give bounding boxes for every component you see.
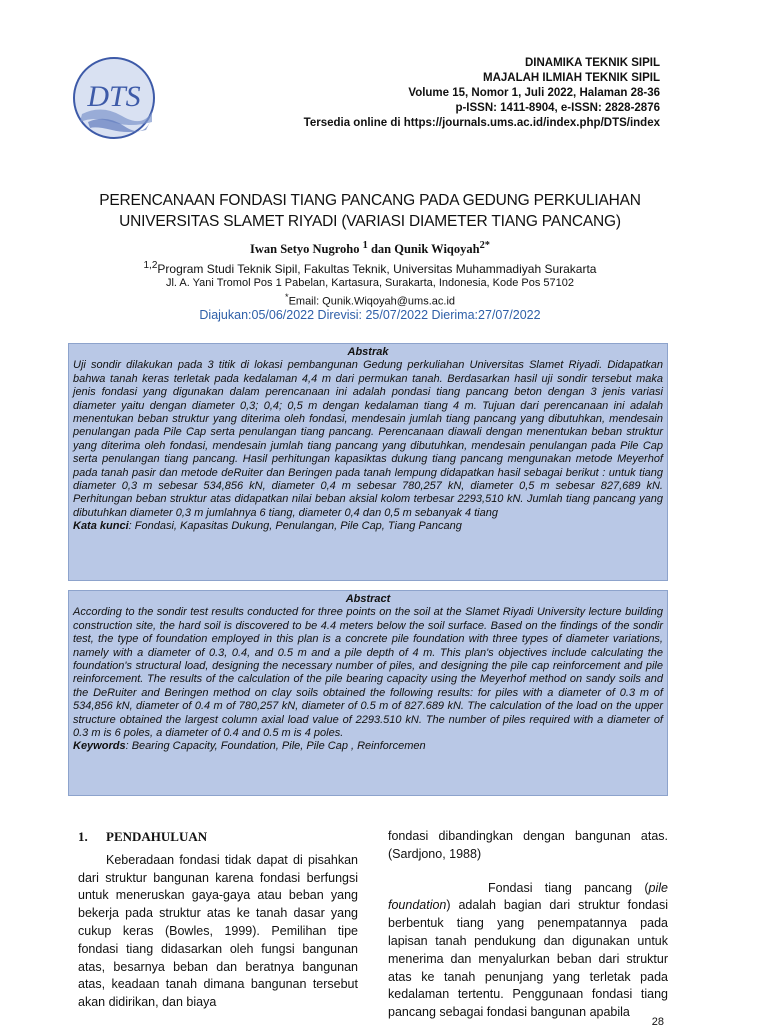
- paragraph-1: Keberadaan fondasi tidak dapat di pisahkan dari struktur bangunan karena fondasi berfungsi untuk meneruskan gaya-gaya atau beban yang bekerja pada struktur atas ke tanah dasar yang cukup keras (Bowles, 1999). Pemilihan tipe fondasi tiang didasarkan oleh fungsi bangunan atas, besarnya beban dan beratnya bangunan atas, keadaan tanah dimana bangunan tersebut akan didirikan, dan biaya: [78, 852, 358, 1010]
- affiliation-sup: 1,2: [143, 260, 158, 271]
- section-title: PENDAHULUAN: [106, 829, 208, 844]
- journal-name: DINAMIKA TEKNIK SIPIL: [524, 57, 660, 69]
- logo-text: DTS: [87, 80, 141, 113]
- address: Jl. A. Yani Tromol Pos 1 Pabelan, Kartasura, Surakarta, Indonesia, Kode Pos 57102: [165, 277, 575, 289]
- abstract-heading: Abstract: [345, 593, 391, 605]
- paragraph-2: [388, 880, 668, 1022]
- affiliation-text: Program Studi Teknik Sipil, Fakultas Teknik, Universitas Muhammadiyah Surakarta: [157, 262, 597, 276]
- paragraph-1-continued: fondasi dibandingkan dengan bangunan atas. (Sardjono, 1988): [388, 829, 668, 861]
- journal-online-link[interactable]: Tersedia online di https://journals.ums.ac.id/index.php/DTS/index: [303, 117, 660, 129]
- paragraph-2-a: Fondasi tiang pancang (: [488, 880, 649, 895]
- title-line-1: PERENCANAAN FONDASI TIANG PANCANG PADA GEDUNG PERKULIAHAN: [99, 192, 641, 209]
- section-heading: [78, 828, 358, 846]
- paragraph-2-b: ) adalah bagian dari struktur fondasi berbentuk tiang yang penempatannya pada lapisan tanah pendukung dan digunakan untuk menerima dan menyalurkan beban dari struktur atas ke tanah penunjang yang terletak pada kedalaman tertentu. Penggunaan fondasi tiang pancang sebagai fondasi bangunan apabila: [388, 898, 668, 1020]
- author-2-sup: 2*: [479, 240, 490, 251]
- abstract-box: [68, 590, 668, 796]
- author-join: dan Qunik Wiqoyah: [370, 242, 480, 257]
- page-number: 28: [651, 1016, 664, 1028]
- column-left: [78, 828, 358, 1012]
- journal-logo: [72, 56, 156, 140]
- section-number: 1.: [78, 829, 88, 844]
- kata-kunci-label: Kata kunci: [73, 520, 129, 533]
- journal-subtitle: MAJALAH ILMIAH TEKNIK SIPIL: [483, 72, 660, 84]
- paper-title: [60, 190, 680, 232]
- paragraph-2-emphasis: pile foundation: [388, 880, 668, 913]
- email: [60, 292, 680, 308]
- abstract-body: According to the sondir test results conducted for three points on the soil at the Slamet Riyadi University lecture building construction site, the hard soil is discovered to be 4.4 meters below the soil surface. Based on the findings of the sondir test, the type of foundation employed in this plan is a concrete pile foundation with three types of diameter variations, namely with a diameter of 0.3, 0.4, and 0.5 m and a pile depth of 4 m. This plan's objectives include calculating the foundation's structural load, designing the necessary number of piles, and designing the pile cap reinforcement and pile reinforcement. The results of the calculation of the pile bearing capacity using the Meyerhof method on sandy soils and the DeRuiter and Beringen method on clay soils obtained the following results: for piles with a diameter of 0.3 m of 534,856 kN, diameter of 0.4 m of 780,257 kN, diameter of 0.5 m of 827.689 kN. The calculation of the load on the upper structure obtained the largest column axial load value of 2293.510 kN. The number of piles required with a diameter of 0.3 m is 6 poles, a diameter of 0.4 and 0.5 m is 4 poles.: [73, 606, 663, 740]
- email-text[interactable]: Email: Qunik.Wiqoyah@ums.ac.id: [288, 295, 456, 308]
- title-line-2: UNIVERSITAS SLAMET RIYADI (VARIASI DIAMETER TIANG PANCANG): [119, 213, 621, 230]
- column-right: [388, 828, 668, 1022]
- submission-dates: Diajukan:05/06/2022 Direvisi: 25/07/2022 Dierima:27/07/2022: [199, 308, 541, 322]
- authors: [60, 240, 680, 257]
- journal-issn: p-ISSN: 1411-8904, e-ISSN: 2828-2876: [455, 102, 660, 114]
- journal-volume: Volume 15, Nomor 1, Juli 2022, Halaman 28-36: [408, 87, 660, 99]
- abstrak-body: Uji sondir dilakukan pada 3 titik di lokasi pembangunan Gedung perkuliahan Universitas Slamet Riyadi. Didapatkan bahwa tanah keras terletak pada kedalaman 4,4 m dari permukan tanah. Berdasarkan hasil uji sondir tersebut maka jenis fondasi yang digunakan dalam perencanaan ini adalah pondasi tiang pancang beton dengan 3 jenis variasi diameter yaitu dengan diameter 0,3; 0,4; 0,5 m dengan kedalaman tiang 4 m. Tujuan dari perencanaan ini adalah menentukan beban struktur yang diterima oleh fondasi, mendesain jumlah tiang pancang yang dibutuhkan, mendesain penulangan pada Pile Cap serta penulangan tiang pancang. Perencanaan diawali dengan menentukan beban struktur yang diterima oleh fondasi, mendesain jumlah tiang pancang yang dibutuhkan, mendesain penulangan pada Pile Cap serta penulangan tiang pancang. Hasil perhitungan kapasiktas dukung tiang pancang mengunakan metode Meyerhof pada tanah pasir dan metode deRuiter dan Beringen pada tanah lempung didapatkan hasil sebagai berikut : untuk tiang diameter 0,3 m sebesar 534,856 kN, diameter 0,4 m sebesar 780,257 kN, diameter 0,5 m sebesar 827,689 kN. Perhitungan beban struktur atas didapatkan nilai beban aksial kolom terbesar 2293,510 kN. Jumlah tiang pancang yang dibutuhkan diameter 0,3 m jumlahnya 6 tiang, diameter 0,4 dan 0,5 m sebanyak 4 tiang: [73, 359, 663, 519]
- journal-header: [304, 56, 660, 131]
- keywords-text: : Bearing Capacity, Foundation, Pile, Pile Cap , Reinforcemen: [125, 740, 426, 753]
- author-1-sup: 1: [362, 240, 368, 251]
- affiliation: [60, 260, 680, 276]
- keywords-label: Keywords: [73, 740, 126, 753]
- keywords: [73, 740, 663, 753]
- email-sup: *: [284, 292, 289, 302]
- abstrak-box: [68, 343, 668, 581]
- kata-kunci: [73, 520, 663, 533]
- author-1: Iwan Setyo Nugroho: [249, 242, 360, 257]
- kata-kunci-text: : Fondasi, Kapasitas Dukung, Penulangan, Pile Cap, Tiang Pancang: [128, 520, 462, 533]
- abstrak-heading: Abstrak: [347, 346, 389, 358]
